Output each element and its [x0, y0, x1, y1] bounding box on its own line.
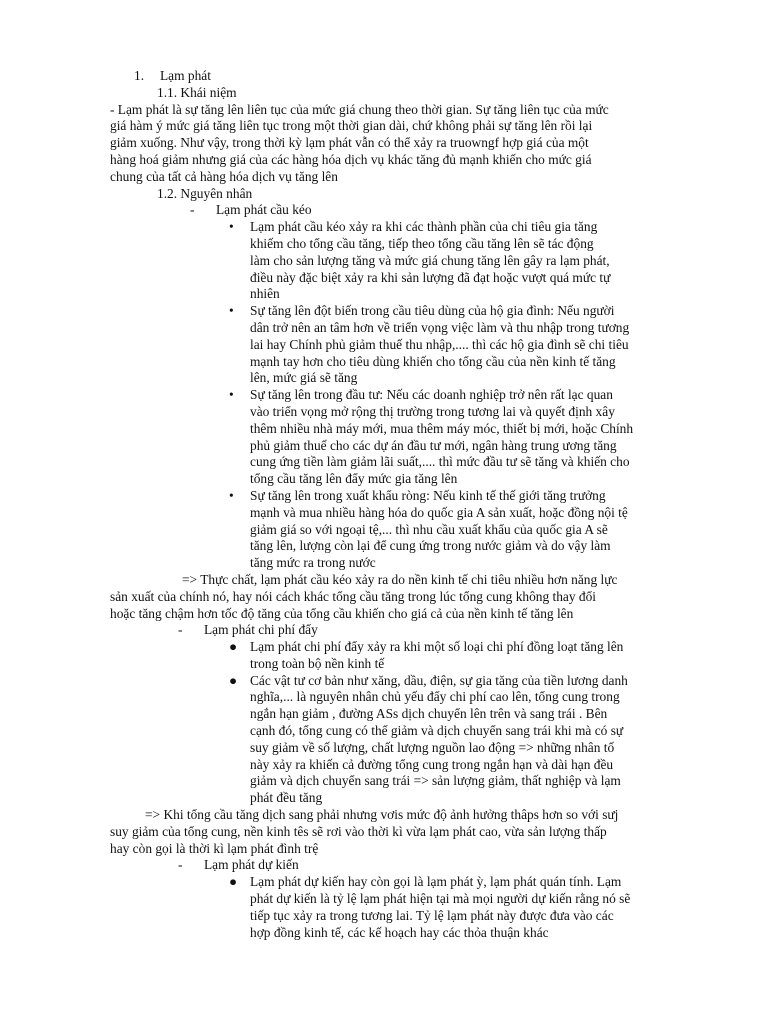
list-item — [110, 488, 700, 572]
bullet-icon: ● — [229, 672, 238, 688]
list-line: Các vật tư cơ bản như xăng, dầu, điện, sự gia tăng của tiền lương danh — [250, 672, 628, 688]
list-line: cạnh đó, tổng cung có thể giảm và dịch chuyển sang trái khi mà có sự — [250, 723, 624, 739]
subheading-demand-pull — [110, 202, 700, 219]
paragraph-line: - Lạm phát là sự tăng lên liên tục của mức giá chung theo thời gian. Sự tăng liên tục của mức — [110, 101, 609, 117]
heading-number: 1. — [134, 68, 145, 83]
list-line: phát đều tăng — [250, 790, 323, 806]
list-item — [110, 303, 700, 387]
list-line: Sự tăng lên trong xuất khẩu ròng: Nếu kinh tế thế giới tăng trưởng — [250, 487, 606, 503]
paragraph-line: => Thực chất, lạm phát cầu kéo xảy ra do nền kinh tế chi tiêu nhiều hơn năng lực — [182, 571, 618, 587]
list-item — [110, 673, 700, 807]
list-line: điều này đặc biệt xảy ra khi sản lượng đã đạt hoặc vượt quá mức tự — [250, 269, 611, 285]
list-line: thêm nhiều nhà máy mới, mua thêm máy móc, thiết bị mới, hoặc Chính — [250, 420, 634, 436]
subheading-text: Lạm phát chi phí đẩy — [204, 622, 318, 638]
list-item — [110, 219, 700, 303]
heading-nguyen-nhan: 1.2. Nguyên nhân — [157, 185, 253, 201]
paragraph-line: suy giảm của tổng cung, nền kinh tês sẽ rơi vào thời kì vừa lạm phát cao, vừa sản lượng thấp — [110, 823, 607, 839]
dash-marker: - — [190, 202, 195, 218]
demand-pull-conclusion — [110, 572, 700, 622]
list-line: mạnh tay hơn cho tiêu dùng khiến cho tổng cầu của nền kinh tế tăng — [250, 353, 616, 369]
paragraph-line: giảm xuống. Như vậy, trong thời kỳ lạm phát vẫn có thể xảy ra truowngf hợp giá của một — [110, 135, 589, 151]
list-line: giảm và dịch chuyển sang trái => sản lượng giảm, thất nghiệp và lạm — [250, 773, 621, 789]
list-line: Lạm phát cầu kéo xảy ra khi các thành phần của chi tiêu gia tăng — [250, 219, 598, 235]
list-item — [110, 387, 700, 488]
list-line: làm cho sản lượng tăng và mức giá chung tăng lên gây ra lạm phát, — [250, 252, 610, 268]
list-line: Sự tăng lên trong đầu tư: Nếu các doanh nghiệp trở nên rất lạc quan — [250, 387, 613, 403]
heading-khai-niem: 1.1. Khái niệm — [157, 84, 237, 100]
list-line: tổng cầu tăng lên đẩy mức gia tăng lên — [250, 471, 458, 487]
list-line: phủ giảm thuế cho các dự án đầu tư mới, ngân hàng trung ương tăng — [250, 437, 617, 453]
list-line: hợp đồng kinh tế, các kế hoạch hay các thỏa thuận khác — [250, 924, 549, 940]
heading-lam-phat — [110, 68, 700, 85]
bullet-icon: • — [229, 487, 234, 503]
subheading-text: Lạm phát dự kiến — [204, 857, 299, 873]
list-line: Lạm phát chi phí đẩy xảy ra khi một số loại chi phí đồng loạt tăng lên — [250, 639, 624, 655]
definition-paragraph — [110, 102, 700, 186]
list-line: tăng lên, lượng còn lại để cung ứng trong nước giảm và do vậy làm — [250, 538, 611, 554]
bullet-icon: ● — [229, 874, 238, 890]
list-line: lai hay Chính phủ giảm thuế thu nhập,.... thì các hộ gia đình sẽ chi tiêu — [250, 336, 629, 352]
paragraph-line: giá hàm ý mức giá tăng liên tục trong một thời gian dài, chứ không phải sự tăng lên rồi lại — [110, 118, 593, 134]
list-line: nhiên — [250, 286, 280, 302]
list-line: lên, mức giá sẽ tăng — [250, 370, 358, 386]
list-line: tăng mức ra trong nước — [250, 555, 376, 571]
list-item — [110, 639, 700, 673]
paragraph-line: hay còn gọi là thời kì lạm phát đình trệ — [110, 840, 319, 856]
bullet-icon: • — [229, 387, 234, 403]
list-item — [110, 874, 700, 941]
list-line: trong toàn bộ nền kinh tế — [250, 655, 385, 671]
subheading-expected — [110, 857, 700, 874]
dash-marker: - — [178, 857, 183, 873]
paragraph-line: chung của tất cả hàng hóa dịch vụ tăng lên — [110, 168, 338, 184]
cost-push-conclusion — [110, 807, 700, 857]
list-line: nghĩa,... là nguyên nhân chủ yếu đẩy chi phí cao lên, tổng cung trong — [250, 689, 620, 705]
list-line: khiếm cho tổng cầu tăng, tiếp theo tổng cầu tăng lên sẽ tác động — [250, 235, 594, 251]
paragraph-line: hàng hoá giảm nhưng giá của các hàng hóa dịch vụ khác tăng đủ mạnh khiến cho mức giá — [110, 151, 592, 167]
dash-marker: - — [178, 622, 183, 638]
demand-pull-bullets — [110, 219, 700, 572]
list-line: Lạm phát dự kiến hay còn gọi là lạm phát ỳ, lạm phát quán tính. Lạm — [250, 874, 622, 890]
paragraph-line: sản xuất của chính nó, hay nói cách khác tổng cầu tăng trong lúc tổng cung không thay đổi — [110, 588, 597, 604]
list-line: mạnh và mua nhiều hàng hóa do quốc gia A sản xuất, hoặc đồng nội tệ — [250, 504, 628, 520]
bullet-icon: • — [229, 219, 234, 235]
subheading-text: Lạm phát cầu kéo — [216, 202, 312, 218]
expected-bullets — [110, 874, 700, 941]
list-line: Sự tăng lên đột biến trong cầu tiêu dùng của hộ gia đình: Nếu người — [250, 303, 615, 319]
list-line: này xảy ra khiến cả đường tổng cung trong ngắn hạn và dài hạn đều — [250, 756, 614, 772]
bullet-icon: • — [229, 303, 234, 319]
list-line: cung ứng tiền làm giảm lãi suất,.... thì mức đầu tư sẽ tăng và khiến cho — [250, 454, 630, 470]
list-line: dân trở nên an tâm hơn về triển vọng việc làm và thu nhập trong tương — [250, 319, 630, 335]
document-body — [110, 68, 700, 941]
paragraph-line: => Khi tổng cầu tăng dịch sang phải nhưng vơis mức độ ảnh hưởng thâps hơn so với sưj — [145, 807, 619, 823]
heading-text: Lạm phát — [160, 68, 211, 83]
list-line: giảm giá so với ngoại tệ,... thì nhu cầu xuất khẩu của quốc gia A sẽ — [250, 521, 608, 537]
list-line: tiếp tục xảy ra trong tương lai. Tỷ lệ lạm phát này được đưa vào các — [250, 907, 614, 923]
cost-push-bullets — [110, 639, 700, 807]
subheading-cost-push — [110, 622, 700, 639]
list-line: suy giảm về số lượng, chất lượng nguồn lao động => những nhân tố — [250, 739, 615, 755]
list-line: ngắn hạn giảm , đường ASs dịch chuyển lên trên và sang trái . Bên — [250, 706, 608, 722]
list-line: phát dự kiến là tỷ lệ lạm phát hiện tại mà mọi người dự kiến rằng nó sẽ — [250, 891, 631, 907]
list-line: vào triển vọng mở rộng thị trường trong tương lai và quyết định xây — [250, 403, 615, 419]
bullet-icon: ● — [229, 639, 238, 655]
paragraph-line: hoặc tăng chậm hơn tốc độ tăng của tổng cầu khiến cho giá cả của nền kinh tế tăng lên — [110, 605, 574, 621]
